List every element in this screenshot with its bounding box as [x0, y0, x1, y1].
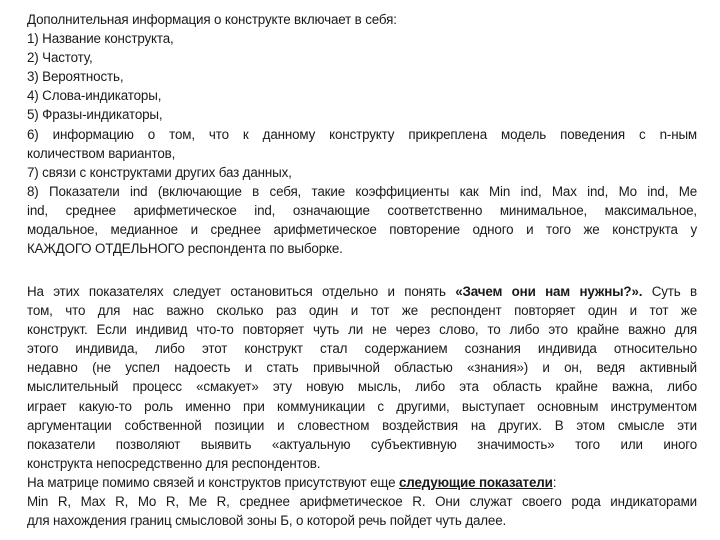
matrix-intro: На матрице помимо связей и конструктов присутствуют еще	[27, 474, 399, 490]
question-emphasis: «Зачем они нам нужны?».	[455, 284, 643, 299]
list-item-8-line-1: 8) Показатели ind (включающие в себя, такие коэффициенты как Min ind, Max ind, Mo ind, Me	[27, 183, 697, 199]
paragraph-line-10: конструкта непосредственно для респондентов.	[27, 455, 321, 471]
paragraph-line-8: аргументации собственной позиции и словестном воздействия на других. В этом смысле эти	[27, 417, 697, 433]
list-item-7: 7) связи с конструктами других баз данных,	[27, 164, 292, 180]
list-item-4: 4) Слова-индикаторы,	[27, 88, 162, 104]
paragraph-line-4: этого индивида, либо этот конструкт стал содержанием сознания индивида относительно	[27, 341, 697, 357]
paragraph-line-11	[27, 473, 697, 492]
list-item-2: 2) Частоту,	[27, 50, 93, 66]
list-item-8-line-4: КАЖДОГО ОТДЕЛЬНОГО респондента по выборке.	[27, 241, 343, 257]
paragraph-line-6: мыслительный процесс «смакует» эту новую мысль, либо эта область крайне важна, либо	[27, 379, 697, 395]
construct-info-list	[27, 10, 697, 258]
list-intro: Дополнительная информация о конструкте включает в себя:	[27, 12, 397, 27]
list-item-6-line-2: количеством вариантов,	[27, 145, 176, 161]
list-item-1: 1) Название конструкта,	[27, 31, 174, 47]
list-item-8-line-2: ind, среднее арифметическое ind, означающие соответственно минимальное, максимальное,	[27, 202, 697, 218]
matrix-intro-colon: :	[552, 474, 557, 490]
paragraph-line-1-end: Суть в	[642, 284, 697, 299]
paragraph-line-3: конструкт. Если индивид что-то повторяет чуть ли не через слово, то либо это крайне важно для	[27, 322, 697, 338]
paragraph-line-2: том, что для нас важно сколько раз один и тот же респондент повторяет один и тот же	[27, 303, 697, 319]
paragraph-line-12: Min R, Max R, Mo R, Me R, среднее арифметическое R. Они служат своего рода индикаторами	[27, 494, 697, 510]
list-item-3: 3) Вероятность,	[27, 69, 124, 85]
list-item-8-line-3: модальное, медианное и среднее арифметическое повторение одного и того же конструкта у	[27, 222, 697, 238]
paragraph-line-1-start: На этих показателях следует остановиться отдельно и понять	[27, 284, 456, 299]
paragraph-line-9: показатели позволяют выявить «актуальную субъективную значимость» того или иного	[27, 436, 697, 452]
explanation-paragraph	[27, 282, 697, 530]
list-item-6-line-1: 6) информацию о том, что к данному конструкту прикреплена модель поведения с n-ным	[27, 126, 697, 142]
list-item-5: 5) Фразы-индикаторы,	[27, 107, 163, 123]
paragraph-line-5: недавно (не успел надоесть и стать привычной областью «знания») и он, ведя активный	[27, 360, 697, 376]
paragraph-line-1	[27, 282, 697, 301]
paragraph-line-13: для нахождения границ смысловой зоны Б, о которой речь пойдет чуть далее.	[27, 513, 507, 529]
indicators-emphasis: следующие показатели	[398, 474, 553, 490]
paragraph-line-7: играет какую-то роль именно при коммуникации с другими, выступает основным инструментом	[27, 398, 697, 414]
